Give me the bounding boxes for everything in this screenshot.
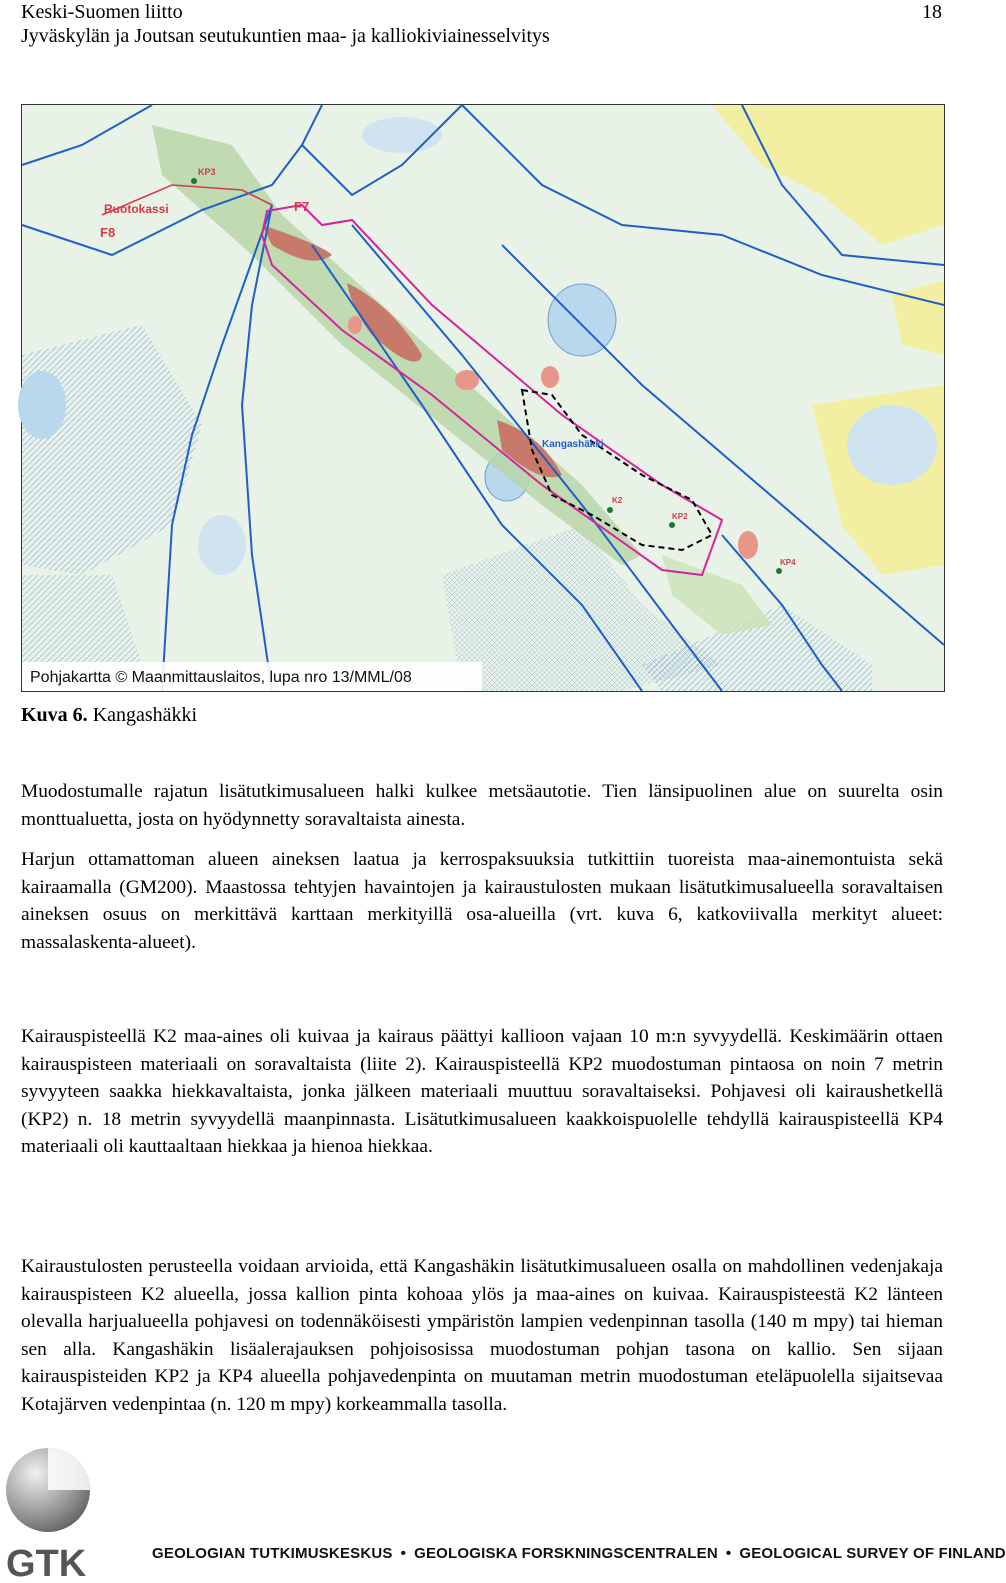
paragraph-4: Kairaustulosten perusteella voidaan arvioida, että Kangashäkin lisätutkimusalueen osalla on mahdollinen vedenjakaja kairauspisteen K2 alueella, jossa kallion pinta kohoaa ylös ja maa-aines on kuivaa. Kairauspisteestä K2 länteen olevalla harjualueella pohjavesi on todennäköisesti ympäristön lampien vedenpinnan tasolla (140 m mpy) tai hieman sen alla. Kangashäkin lisäalerajauksen pohjoisosissa muodostuman pohjan tasona on kallio. Sen sijaan kairauspisteiden KP2 ja KP4 alueella pohjavedenpinta on muutaman metrin muodostuman eteläpuolella sijaitsevaa Kotajärven vedenpintaa (n. 120 m mpy) korkeammalla tasolla.	[21, 1256, 943, 1415]
footer-agency-names	[152, 1545, 1006, 1562]
extraction-site	[738, 531, 758, 559]
footer-separator: •	[400, 1545, 407, 1562]
marker-kp4	[776, 568, 782, 574]
marker-kp3	[191, 178, 197, 184]
footer-name-fi: GEOLOGIAN TUTKIMUSKESKUS	[152, 1545, 393, 1562]
paragraph-1: Muodostumalle rajatun lisätutkimusalueen halki kulkee metsäautotie. Tien länsipuolinen alue on suurelta osin monttualuetta, josta on hyödynnetty soravaltaista ainesta.	[21, 781, 943, 830]
lake	[548, 284, 616, 356]
marker-k2	[607, 507, 613, 513]
extraction-site	[541, 366, 559, 388]
lake	[362, 117, 442, 153]
map-figure	[21, 104, 945, 692]
figure-caption-text: Kangashäkki	[92, 704, 198, 726]
footer-name-sv: GEOLOGISKA FORSKNINGSCENTRALEN	[414, 1545, 718, 1562]
map-label-ruotokassi: Ruotokassi	[104, 202, 169, 216]
header-organization: Keski-Suomen liitto	[21, 1, 183, 23]
map-credit: Pohjakartta © Maanmittauslaitos, lupa nro 13/MML/08	[30, 669, 412, 686]
footer-name-en: GEOLOGICAL SURVEY OF FINLAND	[739, 1545, 1006, 1562]
gtk-logo	[4, 1446, 92, 1581]
extraction-site	[348, 316, 362, 334]
figure-caption-label: Kuva 6.	[21, 704, 88, 726]
map-label-k2: K2	[612, 496, 623, 505]
footer-separator: •	[725, 1545, 732, 1562]
header-report-title: Jyväskylän ja Joutsan seutukuntien maa- ja kalliokiviainesselvitys	[21, 25, 550, 47]
map-label-kp3: KP3	[198, 167, 216, 177]
map-label-kangashakki: Kangashäkki	[542, 439, 604, 450]
map-label-kp4: KP4	[780, 558, 796, 567]
map-label-f7: F7	[294, 199, 310, 214]
lake	[198, 515, 246, 575]
figure-caption	[21, 703, 197, 727]
globe-cutout-icon	[48, 1448, 90, 1490]
lake	[18, 371, 66, 439]
marker-kp2	[669, 522, 675, 528]
paragraph-2: Harjun ottamattoman alueen aineksen laatua ja kerrospaksuuksia tutkittiin tuoreista maa-ainemontuista sekä kairaamalla (GM200). Maastossa tehtyjen havaintojen ja kairaustulosten mukaan lisätutkimusalueella soravaltaisen aineksen osuus on merkittävä karttaan merkityillä osa-alueilla (vrt. kuva 6, katkoviivalla merkityt alueet: massalaskenta-alueet).	[21, 849, 943, 953]
map-label-kp2: KP2	[672, 512, 688, 521]
lake	[847, 405, 937, 485]
gtk-logo-text: GTK	[6, 1543, 87, 1583]
map-label-f8: F8	[100, 225, 116, 240]
map-canvas	[22, 105, 944, 691]
page-number: 18	[922, 1, 942, 23]
paragraph-3: Kairauspisteellä K2 maa-aines oli kuivaa ja kairaus päättyi kallioon vajaan 10 m:n syvyydellä. Keskimäärin ottaen kairauspisteen materiaali on soravaltaista (liite 2). Kairauspisteellä KP2 muodostuman pintaosa on noin 7 metrin syvyyteen saakka hiekkavaltaista, jonka jälkeen materiaali muuttuu soravaltaiseksi. Pohjavesi oli kairaushetkellä (KP2) n. 18 metrin syvyydellä maanpinnasta. Lisätutkimusalueen kaakkoispuolelle tehdyllä kairauspisteellä KP4 materiaali oli kauttaaltaan hiekkaa ja hienoa hiekkaa.	[21, 1026, 943, 1157]
